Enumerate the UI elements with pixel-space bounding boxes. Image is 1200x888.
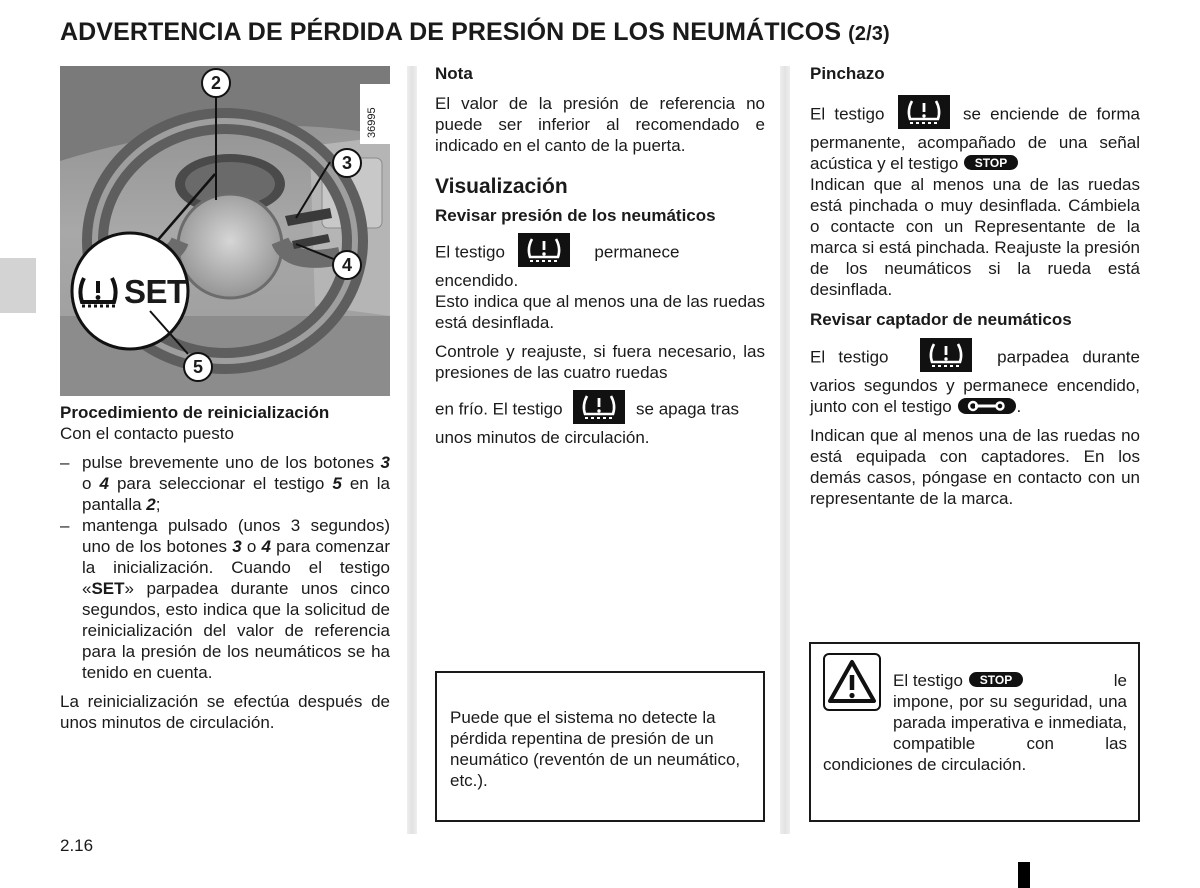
dashboard-figure bbox=[60, 66, 390, 396]
reset-step-1: – pulse brevemente uno de los botones 3 o 4 para seleccionar el testigo 5 en la pantalla 2; bbox=[60, 452, 390, 515]
callout-5: 5 bbox=[183, 352, 213, 382]
reset-procedure-heading: Procedimiento de reinicialización bbox=[60, 403, 330, 422]
reset-steps bbox=[60, 452, 390, 683]
stop-warning-icon bbox=[963, 154, 1019, 171]
page-title bbox=[60, 18, 890, 47]
tyre-pressure-warning-icon bbox=[573, 390, 625, 424]
tyre-pressure-warning-icon bbox=[518, 233, 570, 267]
steering-wheel-illustration bbox=[60, 66, 390, 396]
note-heading: Nota bbox=[435, 64, 473, 83]
puncture-heading: Pinchazo bbox=[810, 64, 885, 83]
left-column bbox=[60, 402, 390, 733]
callout-3: 3 bbox=[332, 148, 362, 178]
note-text: El valor de la presión de referencia no puede ser inferior al recomendado e indicado en el canto de la puerta. bbox=[435, 94, 765, 155]
check-pressure-p3: en frío. El testigo se apaga tras unos minutos de circulación. bbox=[435, 393, 765, 448]
warning-lines: El testigo STOP bbox=[893, 670, 1127, 691]
check-pressure-heading: Revisar presión de los neumáticos bbox=[435, 206, 716, 225]
chapter-tab bbox=[0, 258, 36, 313]
column-divider-right bbox=[780, 66, 790, 834]
reset-procedure-sub: Con el contacto puesto bbox=[60, 424, 234, 443]
svg-text:STOP: STOP bbox=[974, 155, 1008, 170]
sensor-p3: Indican que al menos una de las ruedas no está equipada con captadores. En los demás casos, póngase en contacto con un representante de la marca. bbox=[810, 426, 1140, 508]
reset-closing: La reinicialización se efectúa después de unos minutos de circulación. bbox=[60, 692, 390, 732]
figure-ref-box bbox=[360, 84, 390, 144]
sensor-heading: Revisar captador de neumáticos bbox=[810, 310, 1072, 329]
check-pressure-p1c: Esto indica que al menos una de las ruedas está desinflada. bbox=[435, 292, 765, 332]
section-title-visualizacion: Visualización bbox=[435, 175, 568, 198]
title-text: ADVERTENCIA DE PÉRDIDA DE PRESIÓN DE LOS NEUMÁTICOS bbox=[60, 18, 842, 46]
tyre-pressure-warning-icon bbox=[898, 95, 950, 129]
svg-text:STOP: STOP bbox=[979, 672, 1012, 687]
set-label: SET bbox=[124, 273, 187, 310]
figure-ref: 36995 bbox=[366, 107, 378, 138]
info-box-text: Puede que el sistema no detecte la pérdida repentina de presión de un neumático (reventón de un neumático, etc.). bbox=[450, 708, 741, 790]
tyre-pressure-warning-icon bbox=[76, 272, 120, 312]
puncture-p1c: Indican que al menos una de las ruedas está pinchada o muy desinflada. Cámbiela o contacte con un Representante de la marca si está pinchada. Reajuste la presión de los neumáticos si la rueda está desinflada. bbox=[810, 175, 1140, 299]
puncture-p1: El testigo se enciende de forma permanente, acompañado de una señal acústica y el testigo STOP bbox=[810, 98, 1140, 174]
middle-column bbox=[435, 63, 765, 448]
info-box bbox=[435, 671, 765, 822]
reset-step-2: – mantenga pulsado (unos 3 segundos) uno de los botones 3 o 4 para comenzar la inicialización. Cuando el testigo «SET» parpadea durante unos cinco segundos, esto indica que la solicitud de reinicialización del valor de referencia para la presión de los neumáticos se ha tenido en cuenta. bbox=[60, 515, 390, 683]
column-divider-left bbox=[407, 66, 417, 834]
warning-box bbox=[809, 642, 1140, 822]
warning-text: le impone, por su seguridad, una parada imperativa e inmediata, compatible con las condiciones de circulación. bbox=[823, 671, 1127, 774]
page-corner-mark bbox=[1018, 862, 1030, 888]
check-pressure-p2: Controle y reajuste, si fuera necesario, las presiones de las cuatro ruedas bbox=[435, 342, 765, 382]
check-pressure-p1: El testigo permanece encendido. bbox=[435, 236, 765, 291]
callout-4: 4 bbox=[332, 250, 362, 280]
service-wrench-icon bbox=[957, 397, 1017, 415]
set-indicator bbox=[76, 270, 188, 314]
page-number: 2.16 bbox=[60, 836, 94, 855]
title-part: (2/3) bbox=[848, 23, 890, 45]
callout-2: 2 bbox=[201, 68, 231, 98]
sensor-p2: El testigo parpadea durante varios segundos y permanece encendido, junto con el testigo . bbox=[810, 341, 1140, 417]
tyre-pressure-warning-icon bbox=[920, 338, 972, 372]
right-column bbox=[810, 63, 1140, 509]
